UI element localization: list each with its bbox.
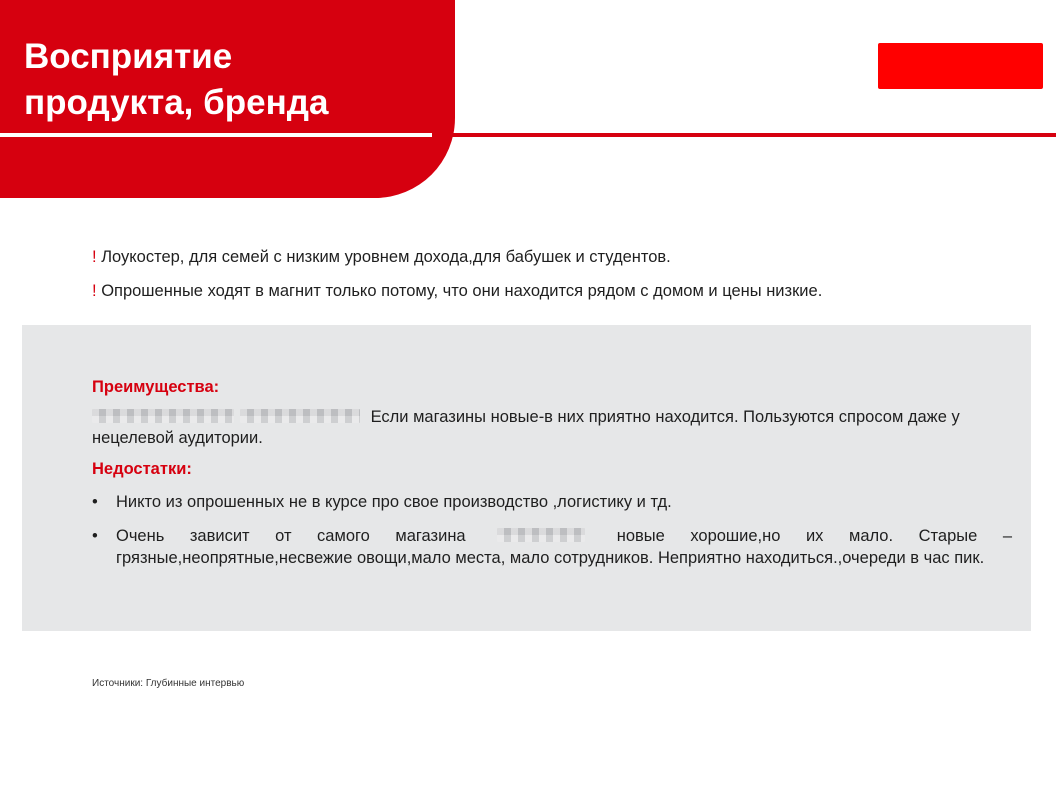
advantages-body: Если магазины новые-в них приятно находится. Пользуются спросом даже у нецелевой аудитории. [92, 408, 960, 447]
intro-notes [92, 246, 1022, 314]
note-item [92, 280, 1022, 302]
disadvantage-text-start: Очень зависит от самого магазина [116, 527, 466, 545]
disadvantages-heading: Недостатки: [92, 460, 192, 478]
page-title [24, 34, 328, 126]
header-divider-white [0, 133, 455, 137]
redacted-text [240, 409, 360, 423]
list-item [92, 525, 1012, 569]
page-title-line-1: Восприятие [24, 37, 233, 76]
advantages-heading: Преимущества: [92, 378, 220, 396]
note-item [92, 246, 1022, 268]
note-text: Лоукостер, для семей с низким уровнем дохода,для бабушек и студентов. [101, 248, 671, 266]
disadvantage-text: Никто из опрошенных не в курсе про свое производство ,логистику и тд. [116, 493, 672, 511]
pros-cons-content [92, 377, 1012, 581]
source-note: Источники: Глубинные интервью [92, 678, 245, 689]
redacted-text [92, 409, 234, 423]
disadvantage-text-end: новые хорошие,но их мало. Старые – грязные,неопрятные,несвежие овощи,мало места, мало сотрудников. Неприятно находиться.,очереди в час пик. [116, 527, 1012, 567]
list-item [92, 491, 1012, 513]
exclamation-mark: ! [92, 282, 97, 300]
advantages-text [92, 407, 1012, 449]
redacted-text [497, 528, 585, 542]
note-text: Опрошенные ходят в магнит только потому, что они находится рядом с домом и цены низкие. [101, 282, 823, 300]
brand-logo-placeholder [878, 43, 1043, 89]
pros-cons-panel [22, 325, 1031, 631]
header-divider-red [432, 133, 1056, 137]
page-title-line-2: продукта, бренда [24, 83, 329, 122]
exclamation-mark: ! [92, 248, 97, 266]
disadvantages-list [92, 491, 1012, 569]
